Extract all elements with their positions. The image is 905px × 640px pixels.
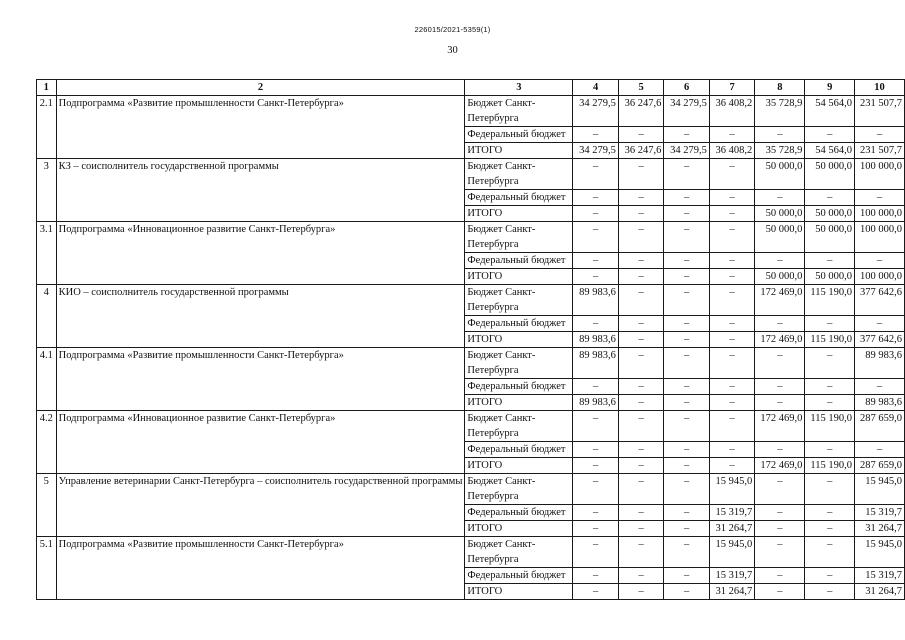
- amount-cell: –: [755, 253, 805, 269]
- funding-source: Федеральный бюджет: [465, 568, 573, 584]
- table-row: [37, 285, 905, 316]
- amount-cell: –: [805, 316, 855, 332]
- amount-cell: 50 000,0: [805, 222, 855, 253]
- funding-source: Бюджет Санкт-Петербурга: [465, 474, 573, 505]
- header-row: [37, 80, 905, 96]
- amount-cell: 89 983,6: [573, 395, 618, 411]
- amount-cell: –: [618, 316, 663, 332]
- amount-cell: –: [573, 253, 618, 269]
- amount-cell: –: [854, 442, 904, 458]
- amount-cell: –: [664, 269, 709, 285]
- amount-cell: –: [709, 395, 754, 411]
- amount-cell: 377 642,6: [854, 285, 904, 316]
- row-number: 5: [37, 474, 57, 537]
- amount-cell: 172 469,0: [755, 458, 805, 474]
- amount-cell: –: [573, 474, 618, 505]
- program-description: Подпрограмма «Инновационное развитие Санкт-Петербурга»: [56, 222, 465, 285]
- amount-cell: –: [709, 348, 754, 379]
- amount-cell: –: [755, 521, 805, 537]
- column-header: 7: [709, 80, 754, 96]
- amount-cell: –: [755, 537, 805, 568]
- amount-cell: –: [573, 316, 618, 332]
- amount-cell: 15 319,7: [854, 568, 904, 584]
- amount-cell: –: [755, 379, 805, 395]
- amount-cell: 34 279,5: [664, 96, 709, 127]
- row-number: 3.1: [37, 222, 57, 285]
- amount-cell: –: [709, 269, 754, 285]
- amount-cell: –: [664, 127, 709, 143]
- amount-cell: –: [805, 253, 855, 269]
- funding-source: Бюджет Санкт-Петербурга: [465, 285, 573, 316]
- column-header: 8: [755, 80, 805, 96]
- amount-cell: –: [709, 285, 754, 316]
- amount-cell: –: [709, 442, 754, 458]
- amount-cell: –: [618, 474, 663, 505]
- amount-cell: 15 945,0: [709, 474, 754, 505]
- amount-cell: 15 319,7: [709, 505, 754, 521]
- amount-cell: 287 659,0: [854, 411, 904, 442]
- amount-cell: –: [854, 316, 904, 332]
- amount-cell: –: [805, 537, 855, 568]
- amount-cell: –: [805, 584, 855, 600]
- amount-cell: –: [573, 584, 618, 600]
- amount-cell: –: [618, 332, 663, 348]
- amount-cell: 231 507,7: [854, 96, 904, 127]
- funding-source: ИТОГО: [465, 584, 573, 600]
- amount-cell: 100 000,0: [854, 269, 904, 285]
- amount-cell: –: [664, 537, 709, 568]
- amount-cell: –: [755, 505, 805, 521]
- amount-cell: –: [805, 521, 855, 537]
- table-row: [37, 159, 905, 190]
- amount-cell: –: [755, 190, 805, 206]
- amount-cell: –: [664, 159, 709, 190]
- amount-cell: 50 000,0: [755, 222, 805, 253]
- amount-cell: –: [664, 285, 709, 316]
- amount-cell: –: [755, 584, 805, 600]
- amount-cell: –: [664, 348, 709, 379]
- amount-cell: 36 247,6: [618, 143, 663, 159]
- funding-source: Федеральный бюджет: [465, 379, 573, 395]
- program-description: Управление ветеринарии Санкт-Петербурга – соисполнитель государственной программы: [56, 474, 465, 537]
- amount-cell: –: [664, 568, 709, 584]
- amount-cell: –: [709, 379, 754, 395]
- amount-cell: 50 000,0: [805, 159, 855, 190]
- amount-cell: –: [618, 537, 663, 568]
- table-row: [37, 411, 905, 442]
- amount-cell: 100 000,0: [854, 222, 904, 253]
- amount-cell: 377 642,6: [854, 332, 904, 348]
- amount-cell: 89 983,6: [854, 395, 904, 411]
- amount-cell: –: [573, 505, 618, 521]
- amount-cell: –: [709, 332, 754, 348]
- amount-cell: 100 000,0: [854, 206, 904, 222]
- amount-cell: –: [618, 222, 663, 253]
- amount-cell: 287 659,0: [854, 458, 904, 474]
- amount-cell: 172 469,0: [755, 411, 805, 442]
- amount-cell: 31 264,7: [854, 521, 904, 537]
- amount-cell: –: [755, 348, 805, 379]
- table-row: [37, 96, 905, 127]
- amount-cell: 54 564,0: [805, 96, 855, 127]
- amount-cell: 115 190,0: [805, 458, 855, 474]
- amount-cell: –: [805, 348, 855, 379]
- amount-cell: –: [618, 395, 663, 411]
- amount-cell: 50 000,0: [755, 269, 805, 285]
- amount-cell: –: [573, 537, 618, 568]
- amount-cell: –: [618, 269, 663, 285]
- amount-cell: 31 264,7: [709, 521, 754, 537]
- amount-cell: 115 190,0: [805, 332, 855, 348]
- funding-source: ИТОГО: [465, 332, 573, 348]
- amount-cell: –: [664, 411, 709, 442]
- column-header: 10: [854, 80, 904, 96]
- column-header: 3: [465, 80, 573, 96]
- amount-cell: –: [664, 584, 709, 600]
- funding-source: Бюджет Санкт-Петербурга: [465, 537, 573, 568]
- amount-cell: 50 000,0: [805, 206, 855, 222]
- amount-cell: –: [755, 127, 805, 143]
- amount-cell: –: [573, 269, 618, 285]
- amount-cell: –: [664, 442, 709, 458]
- table-row: [37, 474, 905, 505]
- amount-cell: 35 728,9: [755, 143, 805, 159]
- funding-source: Федеральный бюджет: [465, 316, 573, 332]
- column-header: 1: [37, 80, 57, 96]
- amount-cell: –: [573, 190, 618, 206]
- amount-cell: –: [805, 127, 855, 143]
- amount-cell: 36 408,2: [709, 96, 754, 127]
- amount-cell: –: [664, 222, 709, 253]
- amount-cell: 231 507,7: [854, 143, 904, 159]
- program-description: КЗ – соисполнитель государственной программы: [56, 159, 465, 222]
- row-number: 4.2: [37, 411, 57, 474]
- row-number: 2.1: [37, 96, 57, 159]
- amount-cell: 15 945,0: [709, 537, 754, 568]
- amount-cell: –: [709, 316, 754, 332]
- amount-cell: 31 264,7: [854, 584, 904, 600]
- funding-source: ИТОГО: [465, 206, 573, 222]
- amount-cell: 115 190,0: [805, 285, 855, 316]
- amount-cell: 15 319,7: [709, 568, 754, 584]
- amount-cell: –: [709, 411, 754, 442]
- amount-cell: –: [573, 222, 618, 253]
- amount-cell: –: [805, 379, 855, 395]
- amount-cell: –: [618, 505, 663, 521]
- amount-cell: –: [664, 379, 709, 395]
- amount-cell: –: [664, 458, 709, 474]
- column-header: 6: [664, 80, 709, 96]
- funding-source: ИТОГО: [465, 521, 573, 537]
- amount-cell: –: [709, 458, 754, 474]
- funding-source: Федеральный бюджет: [465, 190, 573, 206]
- amount-cell: –: [618, 206, 663, 222]
- amount-cell: –: [664, 474, 709, 505]
- amount-cell: –: [805, 474, 855, 505]
- table-row: [37, 537, 905, 568]
- amount-cell: –: [709, 190, 754, 206]
- budget-table: [36, 79, 905, 600]
- funding-source: Федеральный бюджет: [465, 127, 573, 143]
- program-description: КИО – соисполнитель государственной программы: [56, 285, 465, 348]
- row-number: 5.1: [37, 537, 57, 600]
- amount-cell: –: [755, 395, 805, 411]
- amount-cell: –: [573, 521, 618, 537]
- amount-cell: 50 000,0: [755, 159, 805, 190]
- amount-cell: –: [805, 442, 855, 458]
- amount-cell: –: [755, 442, 805, 458]
- program-description: Подпрограмма «Развитие промышленности Санкт-Петербурга»: [56, 96, 465, 159]
- table-row: [37, 222, 905, 253]
- amount-cell: –: [709, 253, 754, 269]
- funding-source: Бюджет Санкт-Петербурга: [465, 222, 573, 253]
- amount-cell: 36 408,2: [709, 143, 754, 159]
- amount-cell: –: [709, 206, 754, 222]
- funding-source: ИТОГО: [465, 143, 573, 159]
- amount-cell: 15 945,0: [854, 537, 904, 568]
- amount-cell: –: [664, 316, 709, 332]
- amount-cell: –: [573, 442, 618, 458]
- amount-cell: –: [709, 159, 754, 190]
- page-number: 30: [447, 45, 458, 56]
- amount-cell: –: [755, 568, 805, 584]
- funding-source: Бюджет Санкт-Петербурга: [465, 96, 573, 127]
- amount-cell: –: [709, 127, 754, 143]
- amount-cell: 50 000,0: [755, 206, 805, 222]
- amount-cell: –: [573, 127, 618, 143]
- amount-cell: –: [755, 316, 805, 332]
- amount-cell: –: [618, 285, 663, 316]
- column-header: 9: [805, 80, 855, 96]
- amount-cell: –: [618, 458, 663, 474]
- funding-source: ИТОГО: [465, 395, 573, 411]
- funding-source: Бюджет Санкт-Петербурга: [465, 348, 573, 379]
- amount-cell: –: [664, 253, 709, 269]
- amount-cell: 89 983,6: [573, 285, 618, 316]
- amount-cell: –: [573, 159, 618, 190]
- amount-cell: –: [805, 395, 855, 411]
- table-row: [37, 348, 905, 379]
- amount-cell: –: [664, 190, 709, 206]
- amount-cell: 115 190,0: [805, 411, 855, 442]
- amount-cell: 15 319,7: [854, 505, 904, 521]
- amount-cell: –: [618, 442, 663, 458]
- amount-cell: –: [573, 568, 618, 584]
- amount-cell: –: [664, 332, 709, 348]
- amount-cell: –: [709, 222, 754, 253]
- amount-cell: –: [618, 521, 663, 537]
- column-header: 4: [573, 80, 618, 96]
- program-description: Подпрограмма «Развитие промышленности Санкт-Петербурга»: [56, 348, 465, 411]
- amount-cell: 100 000,0: [854, 159, 904, 190]
- amount-cell: 54 564,0: [805, 143, 855, 159]
- amount-cell: –: [618, 584, 663, 600]
- row-number: 3: [37, 159, 57, 222]
- amount-cell: –: [573, 411, 618, 442]
- amount-cell: 36 247,6: [618, 96, 663, 127]
- amount-cell: –: [618, 127, 663, 143]
- amount-cell: –: [664, 521, 709, 537]
- amount-cell: –: [618, 190, 663, 206]
- column-header: 2: [56, 80, 465, 96]
- program-description: Подпрограмма «Развитие промышленности Санкт-Петербурга»: [56, 537, 465, 600]
- amount-cell: –: [854, 127, 904, 143]
- funding-source: Федеральный бюджет: [465, 253, 573, 269]
- amount-cell: –: [573, 379, 618, 395]
- funding-source: Бюджет Санкт-Петербурга: [465, 411, 573, 442]
- funding-source: Федеральный бюджет: [465, 505, 573, 521]
- amount-cell: –: [664, 395, 709, 411]
- amount-cell: –: [618, 379, 663, 395]
- amount-cell: 89 983,6: [573, 348, 618, 379]
- amount-cell: –: [573, 458, 618, 474]
- row-number: 4: [37, 285, 57, 348]
- funding-source: Бюджет Санкт-Петербурга: [465, 159, 573, 190]
- document-id: 226015/2021-5359(1): [414, 25, 491, 34]
- row-number: 4.1: [37, 348, 57, 411]
- amount-cell: 31 264,7: [709, 584, 754, 600]
- amount-cell: –: [618, 159, 663, 190]
- amount-cell: 172 469,0: [755, 332, 805, 348]
- amount-cell: 34 279,5: [664, 143, 709, 159]
- amount-cell: –: [854, 253, 904, 269]
- amount-cell: –: [805, 505, 855, 521]
- amount-cell: 35 728,9: [755, 96, 805, 127]
- amount-cell: –: [618, 568, 663, 584]
- amount-cell: 89 983,6: [573, 332, 618, 348]
- amount-cell: –: [755, 474, 805, 505]
- amount-cell: –: [854, 190, 904, 206]
- funding-source: Федеральный бюджет: [465, 442, 573, 458]
- amount-cell: –: [854, 379, 904, 395]
- amount-cell: 34 279,5: [573, 96, 618, 127]
- amount-cell: –: [618, 253, 663, 269]
- amount-cell: 172 469,0: [755, 285, 805, 316]
- column-header: 5: [618, 80, 663, 96]
- amount-cell: –: [805, 190, 855, 206]
- amount-cell: 15 945,0: [854, 474, 904, 505]
- amount-cell: 34 279,5: [573, 143, 618, 159]
- amount-cell: –: [664, 206, 709, 222]
- amount-cell: –: [664, 505, 709, 521]
- program-description: Подпрограмма «Инновационное развитие Санкт-Петербурга»: [56, 411, 465, 474]
- amount-cell: –: [805, 568, 855, 584]
- amount-cell: –: [618, 411, 663, 442]
- funding-source: ИТОГО: [465, 458, 573, 474]
- funding-source: ИТОГО: [465, 269, 573, 285]
- amount-cell: –: [573, 206, 618, 222]
- amount-cell: –: [618, 348, 663, 379]
- amount-cell: 89 983,6: [854, 348, 904, 379]
- amount-cell: 50 000,0: [805, 269, 855, 285]
